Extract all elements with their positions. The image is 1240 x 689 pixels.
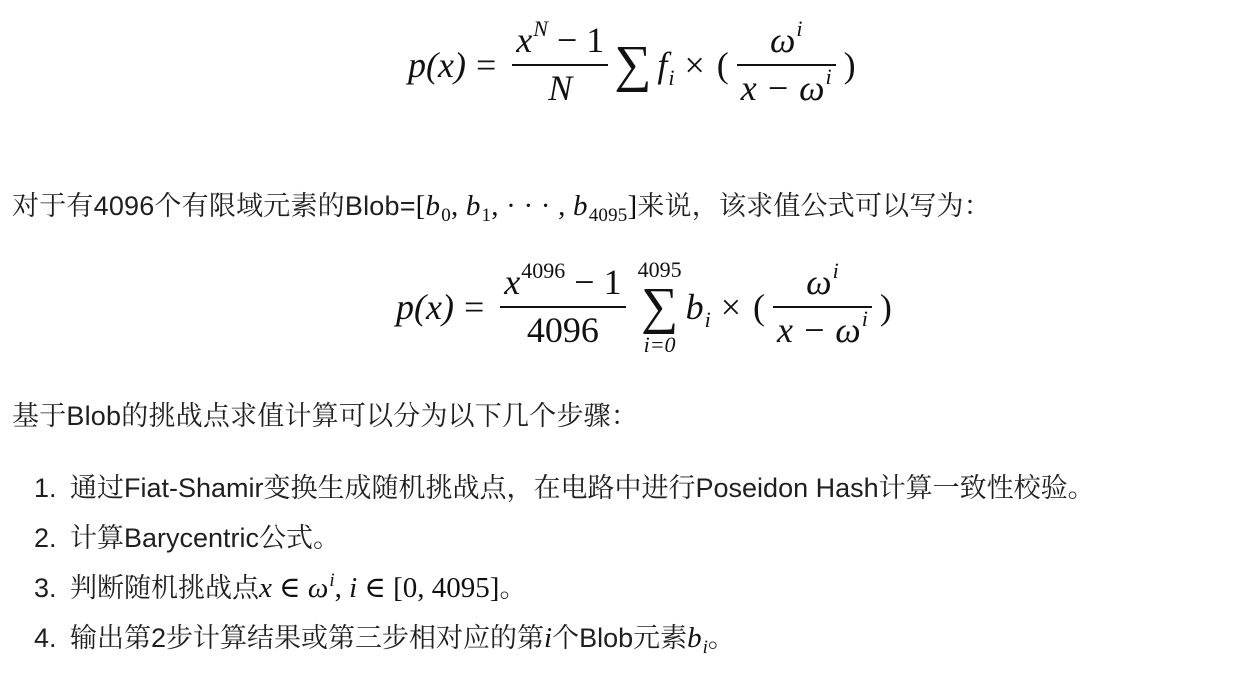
formula-2-close-paren: ) <box>879 287 892 328</box>
formula-1-inner-den-exp: i <box>825 63 832 89</box>
formula-2-num-exp: 4096 <box>521 258 566 284</box>
formula-1-numerator <box>512 16 608 60</box>
blob-comma: , <box>450 190 466 222</box>
formula-1-inner-fraction <box>737 16 836 108</box>
formula-2-sum-lower: i=0 <box>643 332 676 358</box>
list-item <box>0 468 1095 518</box>
formula-2-lhs: p(x) <box>396 287 454 328</box>
formula-2-inner-bar <box>773 306 872 308</box>
formula-1-inner-bar <box>737 64 836 66</box>
list-item <box>0 568 1095 618</box>
blob-vector-open: [ <box>415 190 426 222</box>
paragraph-steps-intro-text: 基于Blob的挑战点求值计算可以分为以下几个步骤： <box>12 401 639 431</box>
formula-2-sum-upper: 4095 <box>637 257 682 282</box>
formula-1 <box>408 16 858 108</box>
formula-2-term-base: b <box>685 287 704 328</box>
formula-1-inner-denominator <box>737 63 836 108</box>
blob-b1-sub: 1 <box>481 205 492 226</box>
formula-1-equals: = <box>475 44 497 85</box>
formula-2-num-rest: − 1 <box>565 262 622 303</box>
step-number: 1. <box>34 473 57 503</box>
formula-2-num-base: x <box>504 262 521 303</box>
step-3-i: i <box>349 572 358 604</box>
formula-2-fraction <box>500 258 625 351</box>
blob-b0-sub: 0 <box>441 205 451 226</box>
step-4-b-sub: i <box>702 637 708 658</box>
formula-2-inner-denominator <box>773 306 872 351</box>
formula-1-fraction <box>512 16 608 108</box>
formula-2-open-paren: ( <box>753 287 766 328</box>
step-number: 3. <box>34 573 57 603</box>
step-text: 判断随机挑战点 <box>70 573 259 603</box>
step-number: 2. <box>34 523 57 553</box>
formula-1-denominator: N <box>548 67 573 108</box>
blob-dots: , · · · , <box>491 190 573 222</box>
formula-2-omega: ω <box>806 262 832 303</box>
step-3-omega-exp: i <box>329 570 335 591</box>
paragraph-blob-intro-text-after: 来说，该求值公式可以写为： <box>637 191 991 221</box>
step-4-b: b <box>687 622 702 654</box>
step-text: 计算Barycentric公式。 <box>70 523 341 553</box>
blob-bn: b <box>572 190 588 222</box>
formula-2-term-sub: i <box>704 307 711 333</box>
formula-1-inner-den-base: x − ω <box>740 67 825 108</box>
formula-1-omega-exp: i <box>796 16 803 41</box>
step-3-comma: , <box>334 572 350 604</box>
step-text-after: 。 <box>707 623 735 653</box>
formula-2-inner-numerator <box>802 258 843 303</box>
blob-b1: b <box>465 190 481 222</box>
list-item <box>0 518 1095 568</box>
step-3-omega: ω <box>307 572 329 604</box>
step-text-mid: 个Blob元素 <box>552 623 688 653</box>
paragraph-blob-intro <box>12 188 991 228</box>
formula-2-inner-den-exp: i <box>861 306 868 332</box>
formula-2-equals: = <box>463 287 485 328</box>
formula-2-term <box>685 286 711 333</box>
formula-1-term-sub: i <box>668 64 675 90</box>
formula-1-num-exp: N <box>533 16 548 41</box>
step-number: 4. <box>34 623 57 653</box>
formula-2-sum <box>638 258 682 356</box>
formula-1-num-rest: − 1 <box>547 20 605 60</box>
formula-2-inner-den-base: x − ω <box>777 310 861 351</box>
formula-1-sum-symbol: ∑ <box>614 35 652 93</box>
formula-1-open-paren: ( <box>716 44 729 85</box>
blob-vector <box>415 190 638 226</box>
paragraph-blob-intro-text: 对于有4096个有限域元素的Blob= <box>12 191 416 221</box>
formula-2-times: × <box>720 287 742 328</box>
step-text: 输出第2步计算结果或第三步相对应的第 <box>70 623 545 653</box>
step-4-i: i <box>544 622 553 654</box>
step-3-in-2: ∈ <box>357 572 394 604</box>
blob-b0: b <box>425 190 441 222</box>
formula-1-close-paren: ) <box>843 44 856 85</box>
formula-1-fraction-bar <box>512 64 608 66</box>
step-3-x: x <box>259 572 272 604</box>
formula-1-times: × <box>684 44 705 85</box>
formula-2-sum-symbol: ∑ <box>641 278 679 336</box>
formula-1-term-base: f <box>657 44 668 85</box>
step-text-after: 。 <box>499 573 527 603</box>
formula-1-num-base: x <box>516 20 533 60</box>
formula-1-term <box>657 44 675 90</box>
formula-2-numerator <box>500 258 625 303</box>
formula-2-fraction-bar <box>500 306 625 308</box>
formula-2-omega-exp: i <box>832 258 839 284</box>
paragraph-steps-intro <box>12 398 638 434</box>
formula-1-lhs: p(x) <box>408 44 466 85</box>
step-3-math <box>259 572 499 604</box>
step-3-in-1: ∈ <box>271 572 308 604</box>
formula-2 <box>396 258 894 356</box>
formula-1-omega: ω <box>769 20 796 60</box>
step-4-math-b <box>687 622 708 658</box>
step-3-range: [0, 4095] <box>393 572 500 604</box>
blob-bn-sub: 4095 <box>588 205 628 226</box>
steps-list <box>0 468 1095 668</box>
step-text: 通过Fiat-Shamir变换生成随机挑战点，在电路中进行Poseidon Hash计算一致性校验。 <box>70 473 1095 503</box>
blob-vector-close: ] <box>627 190 638 222</box>
formula-1-inner-numerator <box>766 16 807 60</box>
formula-2-inner-fraction <box>773 258 872 351</box>
list-item <box>0 618 1095 668</box>
formula-2-denominator: 4096 <box>526 310 599 351</box>
